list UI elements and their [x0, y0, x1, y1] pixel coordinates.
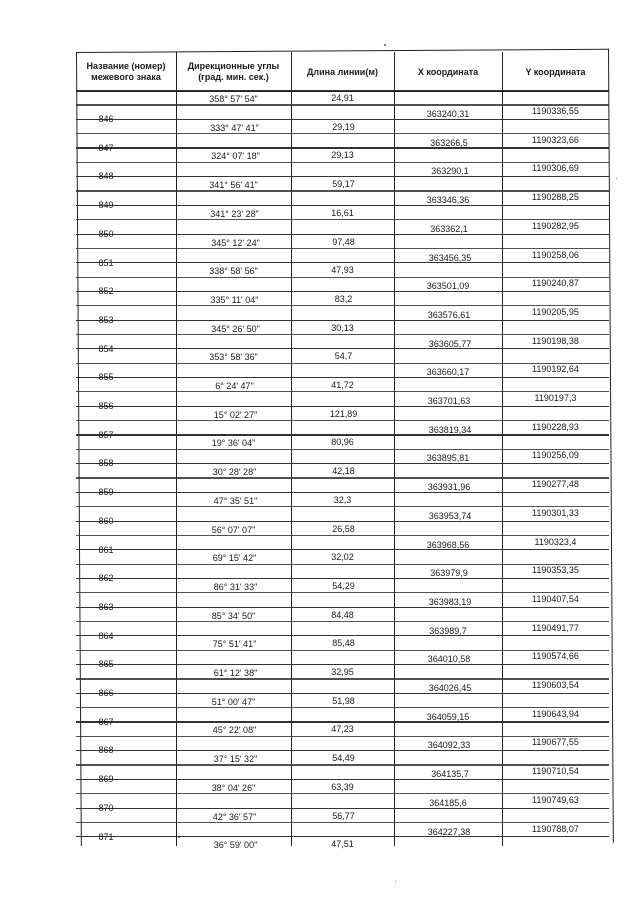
row-rule [76, 549, 609, 550]
row-rule [76, 377, 609, 378]
marker-number: 851 [98, 257, 114, 268]
y-coordinate: 1190288,25 [532, 192, 579, 203]
marker-number: 869 [98, 774, 114, 785]
y-coordinate: 1190749,63 [532, 794, 579, 805]
x-coordinate: 363501,09 [426, 281, 470, 292]
x-coordinate: 363456,35 [428, 252, 472, 263]
y-coordinate: 1190240,87 [532, 278, 579, 289]
row-rule [76, 521, 609, 522]
line-length: 32,02 [331, 552, 354, 563]
header-marker-name: Название (номер) межевого знака [86, 61, 166, 82]
direction-angle: 15° 02' 27" [213, 409, 258, 420]
x-coordinate: 364227,38 [427, 826, 471, 837]
x-coordinate: 363979,9 [430, 568, 468, 579]
marker-number: 863 [98, 601, 114, 612]
row-rule [76, 664, 609, 665]
row-rule [76, 779, 609, 780]
scan-speck [395, 881, 396, 882]
direction-angle: 69° 15' 42" [212, 553, 257, 564]
direction-angle: 56° 07' 07" [211, 524, 256, 535]
direction-angle: 358° 57' 54" [209, 94, 258, 104]
row-rule [76, 406, 609, 407]
marker-number: 848 [98, 171, 114, 182]
x-coordinate: 363240,31 [426, 109, 470, 119]
marker-number: 864 [98, 630, 114, 641]
y-coordinate: 1190198,38 [532, 335, 579, 346]
y-coordinate: 1190643,94 [532, 708, 579, 719]
coordinates-table [76, 52, 609, 851]
x-coordinate: 363895,81 [426, 453, 470, 464]
x-coordinate: 363819,34 [428, 424, 472, 435]
marker-number: 867 [98, 716, 114, 727]
direction-angle: 38° 04' 26" [211, 782, 256, 793]
x-coordinate: 363953,74 [428, 510, 472, 521]
line-length: 42,18 [332, 466, 355, 477]
direction-angle: 341° 56' 41" [209, 180, 258, 191]
x-coordinate: 363346,36 [426, 195, 470, 206]
line-length: 26,58 [332, 523, 355, 534]
line-length: 54,7 [334, 351, 353, 362]
line-length: 32,95 [331, 667, 354, 677]
line-length: 97,48 [332, 236, 355, 247]
scan-speck [616, 178, 617, 179]
direction-angle: 37° 15' 32" [213, 754, 258, 765]
direction-angle: 42° 36' 57" [212, 811, 257, 822]
x-coordinate: 363290,1 [431, 166, 469, 177]
line-length: 56,77 [332, 810, 355, 821]
line-length: 47,93 [331, 265, 354, 276]
line-length: 32,3 [333, 494, 352, 505]
marker-number: 870 [98, 802, 114, 813]
y-coordinate: 1190407,54 [532, 593, 579, 604]
y-coordinate: 1190323,4 [534, 536, 577, 547]
line-length: 29,13 [331, 150, 354, 161]
marker-number: 856 [98, 401, 114, 411]
line-length: 83,2 [334, 293, 353, 304]
x-coordinate: 364010,58 [427, 654, 471, 665]
x-coordinate: 363362,1 [430, 223, 468, 234]
row-rule [76, 119, 609, 120]
line-length: 59,17 [332, 179, 355, 190]
direction-angle: 36° 59' 00" [213, 840, 258, 851]
row-rule [76, 492, 609, 493]
direction-angle: 86° 31' 33" [213, 581, 258, 592]
marker-number: 852 [98, 286, 114, 297]
x-coordinate: 364026,45 [428, 683, 472, 693]
direction-angle: 85° 34' 50" [211, 610, 256, 621]
direction-angle: 324° 07' 18" [211, 151, 260, 162]
scan-speck [384, 44, 386, 46]
y-coordinate: 1190710,54 [532, 766, 579, 777]
marker-number: 868 [98, 745, 114, 756]
x-coordinate: 364092,33 [427, 740, 471, 751]
x-coordinate: 363931,96 [427, 482, 471, 493]
y-coordinate: 1190192,64 [532, 364, 579, 375]
marker-number: 860 [98, 515, 114, 526]
direction-angle: 30° 28' 28" [212, 467, 257, 478]
row-rule [76, 147, 609, 148]
line-length: 63,39 [331, 781, 354, 792]
marker-number: 862 [98, 573, 114, 584]
row-rule [76, 262, 609, 263]
marker-number: 871 [98, 831, 114, 842]
row-rule [76, 808, 609, 809]
header-y-coordinate: Y координата [525, 66, 586, 77]
x-coordinate: 363605,77 [428, 338, 472, 349]
direction-angle: 345° 26' 50" [211, 323, 260, 334]
x-coordinate: 363266,5 [430, 137, 468, 148]
direction-angle: 19° 36' 04" [211, 438, 256, 449]
line-length: 51,98 [332, 695, 355, 706]
row-rule [76, 463, 609, 464]
header-line-length: Длина линии(м) [306, 66, 378, 77]
marker-number: 850 [98, 228, 114, 239]
row-rule [76, 205, 609, 206]
line-length: 54,49 [332, 753, 355, 764]
row-rule [76, 234, 609, 235]
marker-number: 859 [98, 487, 114, 498]
x-coordinate: 363701,63 [427, 396, 471, 406]
x-coordinate: 364135,7 [431, 769, 469, 780]
y-coordinate: 1190677,55 [532, 737, 579, 748]
row-rule [76, 348, 609, 349]
row-rule [76, 176, 609, 177]
line-length: 121,89 [329, 408, 358, 419]
direction-angle: 333° 47' 41" [210, 122, 259, 133]
x-coordinate: 364059,15 [426, 711, 470, 722]
x-coordinate: 363983,19 [428, 596, 472, 607]
direction-angle: 338° 58' 56" [209, 266, 258, 277]
marker-number: 866 [98, 688, 114, 698]
marker-number: 854 [98, 343, 114, 354]
y-coordinate: 1190301,33 [532, 507, 579, 518]
y-coordinate: 1190277,48 [532, 479, 579, 490]
line-length: 54,29 [332, 580, 355, 591]
x-coordinate: 363576,61 [427, 309, 471, 320]
line-length: 80,96 [331, 437, 354, 448]
marker-number: 861 [98, 544, 114, 555]
line-length: 16,61 [331, 207, 354, 218]
row-rule [76, 635, 609, 636]
y-coordinate: 1190323,66 [532, 134, 579, 145]
marker-number: 853 [98, 314, 114, 325]
x-coordinate: 364185,6 [429, 797, 467, 808]
direction-angle: 353° 58' 36" [209, 352, 258, 363]
x-coordinate: 363989,7 [429, 625, 467, 636]
y-coordinate: 1190205,95 [532, 306, 579, 317]
row-rule [76, 291, 609, 292]
y-coordinate: 1190353,35 [532, 565, 579, 576]
y-coordinate: 1190788,07 [532, 823, 579, 834]
row-rule [76, 90, 609, 91]
y-coordinate: 1190306,69 [532, 163, 579, 174]
line-length: 41,72 [331, 380, 354, 390]
direction-angle: 45° 22' 08" [212, 725, 257, 736]
row-rule [76, 434, 609, 435]
line-length: 84,48 [331, 609, 354, 620]
x-coordinate: 363968,56 [426, 539, 470, 550]
y-coordinate: 1190336,55 [532, 106, 579, 116]
line-length: 47,51 [331, 839, 354, 850]
line-length: 47,23 [331, 724, 354, 735]
header-x-coordinate: X координата [417, 66, 479, 77]
line-length: 29,19 [332, 121, 355, 132]
y-coordinate: 1190197,3 [534, 393, 577, 403]
marker-number: 857 [98, 429, 114, 440]
row-rule [76, 578, 609, 579]
y-coordinate: 1190228,93 [532, 421, 579, 432]
marker-number: 847 [98, 142, 114, 153]
row-rule [76, 721, 609, 722]
y-coordinate: 1190256,09 [532, 450, 579, 461]
y-coordinate: 1190491,77 [532, 622, 579, 633]
y-coordinate: 1190282,95 [532, 220, 579, 231]
line-length: 30,13 [331, 322, 354, 333]
y-coordinate: 1190258,06 [532, 249, 579, 260]
direction-angle: 6° 24' 47" [215, 381, 254, 391]
direction-angle: 341° 23' 28" [210, 208, 259, 219]
marker-number: 855 [98, 372, 114, 383]
y-coordinate: 1190574,66 [532, 651, 579, 662]
direction-angle: 51° 00' 47" [211, 696, 256, 707]
line-length: 24,91 [331, 93, 354, 103]
row-rule [76, 750, 609, 751]
row-rule [76, 320, 609, 321]
line-length: 85,48 [332, 638, 355, 649]
marker-number: 865 [98, 659, 114, 670]
marker-number: 849 [98, 200, 114, 211]
direction-angle: 61° 12' 38" [213, 668, 258, 678]
marker-number: 846 [98, 114, 114, 124]
x-coordinate: 363660,17 [426, 367, 470, 378]
row-rule [76, 836, 609, 837]
marker-number: 858 [98, 458, 114, 469]
direction-angle: 75° 51' 41" [212, 639, 257, 650]
direction-angle: 345° 12' 24" [211, 237, 260, 248]
header-direction-angles: Дирекционные углы (град. мин. сек.) [187, 61, 280, 82]
y-coordinate: 1190603,54 [532, 680, 579, 690]
row-rule [76, 607, 609, 608]
row-rule [76, 693, 609, 694]
direction-angle: 47° 35' 51" [213, 495, 258, 506]
direction-angle: 335° 11' 04" [210, 294, 259, 305]
